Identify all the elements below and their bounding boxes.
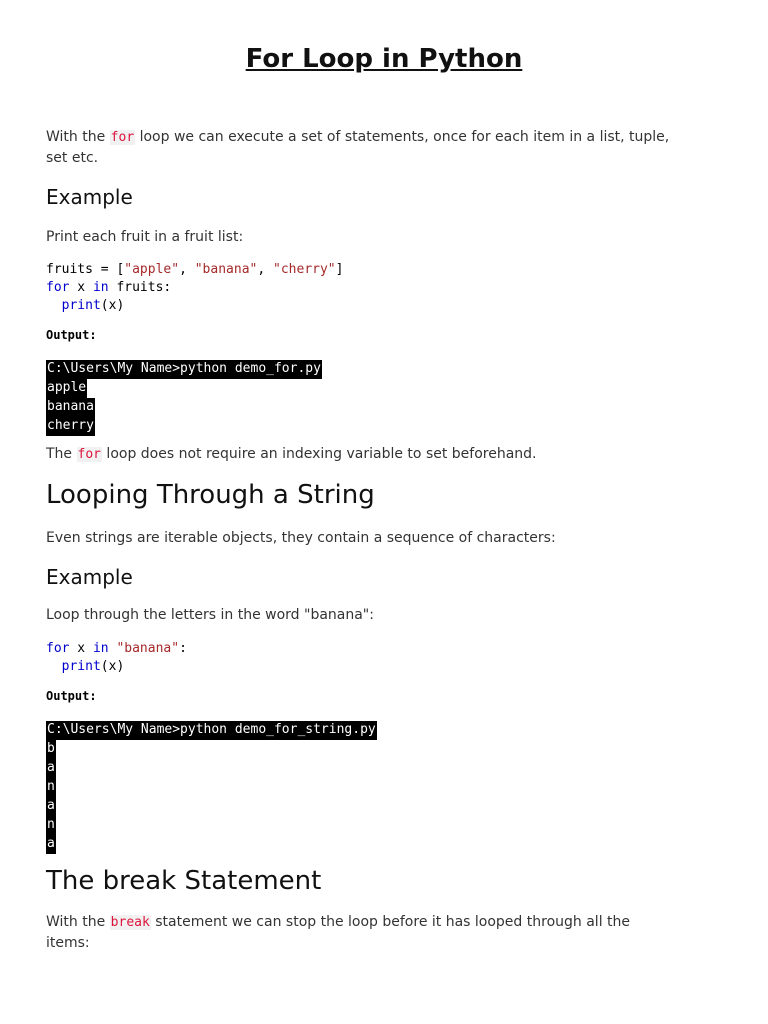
terminal-output-2 [46, 718, 377, 851]
code-block-1: fruits = ["apple", "banana", "cherry"] for x in fruits: print(x) [46, 262, 344, 313]
inline-code-for: for [110, 130, 135, 145]
section-heading-break: The break Statement [46, 866, 322, 896]
terminal-line: a [46, 835, 56, 854]
terminal-line: n [46, 816, 56, 835]
intro-paragraph: With the for loop we can execute a set of statements, once for each item in a list, tuple, set etc. [46, 129, 670, 166]
terminal-line: C:\Users\My Name>python demo_for.py [46, 360, 322, 379]
terminal-line: a [46, 759, 56, 778]
example-description-2: Loop through the letters in the word "banana": [46, 607, 374, 623]
section-description-2: Even strings are iterable objects, they contain a sequence of characters: [46, 530, 556, 546]
note-paragraph: The for loop does not require an indexing variable to set beforehand. [46, 446, 537, 462]
inline-code-break: break [110, 915, 150, 930]
example-heading-1: Example [46, 185, 133, 209]
inline-code-for: for [77, 447, 101, 462]
terminal-line: n [46, 778, 56, 797]
terminal-line: apple [46, 379, 87, 398]
terminal-line: b [46, 740, 56, 759]
page-title: For Loop in Python [245, 44, 523, 74]
example-heading-2: Example [46, 565, 133, 589]
code-block-2: for x in "banana": print(x) [46, 641, 187, 674]
terminal-line: a [46, 797, 56, 816]
section-heading-looping-string: Looping Through a String [46, 480, 375, 510]
terminal-line: C:\Users\My Name>python demo_for_string.py [46, 721, 377, 740]
example-description-1: Print each fruit in a fruit list: [46, 229, 244, 245]
output-label-1: Output: [46, 328, 97, 342]
output-label-2: Output: [46, 689, 97, 703]
terminal-line: cherry [46, 417, 95, 436]
break-paragraph: With the break statement we can stop the loop before it has looped through all the items: [46, 914, 631, 951]
terminal-line: banana [46, 398, 95, 417]
terminal-output-1 [46, 357, 322, 433]
